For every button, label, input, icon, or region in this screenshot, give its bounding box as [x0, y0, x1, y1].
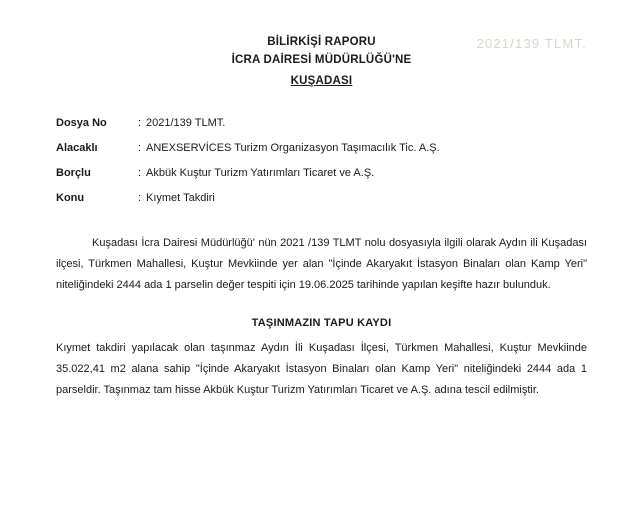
intro-paragraph: Kuşadası İcra Dairesi Müdürlüğü' nün 2021 /139 TLMT nolu dosyasıyla ilgili olarak Aydın ili Kuşadası ilçesi, Türkmen Mahallesi, Kuştur Mevkiinde yer alan "İçinde Akaryakıt İstasyon Binaları olan Kamp Yeri" niteliğindeki 2444 ada 1 parselin değer tespiti için 19.06.2025 tarihinde yapılan keşifte hazır bulunduk.	[56, 237, 587, 292]
label-subject: Konu	[56, 192, 85, 205]
separator-subject: :	[138, 192, 142, 205]
case-detail-row-creditor	[56, 141, 587, 157]
case-detail-row-subject	[56, 191, 587, 207]
label-creditor: Alacaklı	[56, 142, 98, 155]
label-debtor: Borçlu	[56, 167, 91, 180]
value-file-number: 2021/139 TLMT.	[146, 117, 226, 130]
separator-debtor: :	[138, 167, 142, 180]
report-title: BİLİRKİŞİ RAPORU	[267, 36, 376, 48]
section-heading-land-registry: TAŞINMAZIN TAPU KAYDI	[251, 316, 392, 329]
separator-file-number: :	[138, 117, 142, 130]
addressee-city: KUŞADASI	[290, 74, 353, 87]
watermark-case-number: 2021/139 TLMT.	[476, 36, 587, 51]
addressee-office: İCRA DAİRESİ MÜDÜRLÜĞÜ'NE	[231, 53, 412, 66]
case-details-table	[56, 116, 587, 207]
value-debtor: Akbük Kuştur Turizm Yatırımları Ticaret ve A.Ş.	[146, 167, 375, 180]
case-detail-row-debtor	[56, 166, 587, 182]
separator-creditor: :	[138, 142, 142, 155]
land-registry-paragraph: Kıymet takdiri yapılacak olan taşınmaz Aydın İli Kuşadası İlçesi, Türkmen Mahallesi, Kuştur Mevkiinde 35.022,41 m2 alana sahip "İçinde Akaryakıt İstasyon Binaları olan Kamp Yeri" niteliğindeki 2444 ada 1 parseldir. Taşınmaz tam hisse Akbük Kuştur Turizm Yatırımları Ticaret ve A.Ş. adına tescil edilmiştir.	[56, 341, 587, 396]
value-creditor: ANEXSERVİCES Turizm Organizasyon Taşımacılık Tic. A.Ş.	[146, 142, 440, 155]
label-file-number: Dosya No	[56, 117, 107, 130]
value-subject: Kıymet Takdiri	[146, 192, 215, 205]
document-page	[0, 34, 643, 511]
case-detail-row-file-number	[56, 116, 587, 132]
